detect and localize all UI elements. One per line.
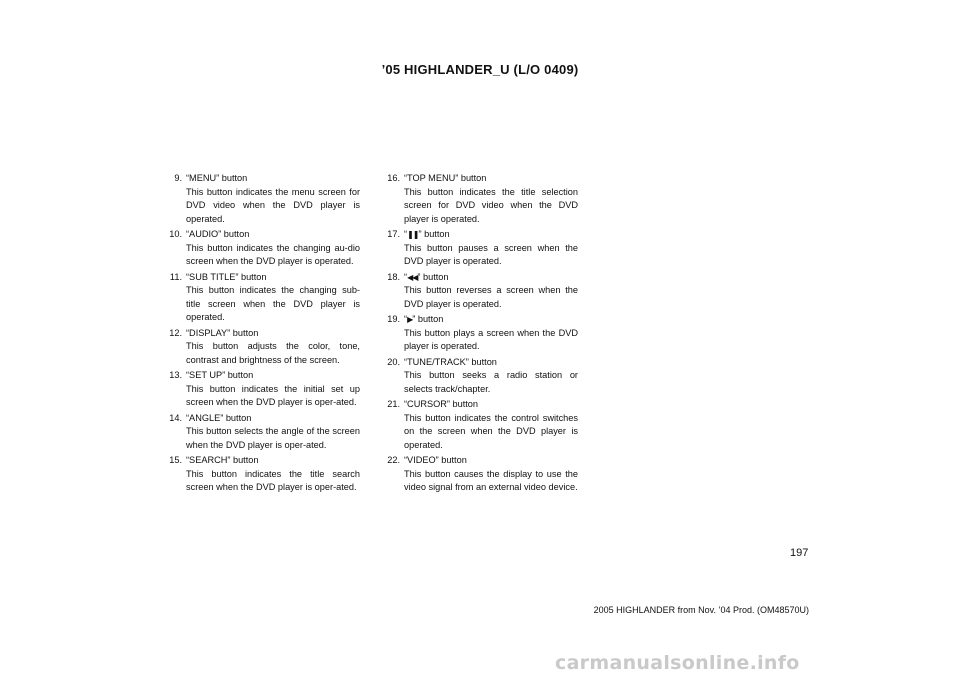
item-description: This button indicates the menu screen for DVD video when the DVD player is operated.	[186, 186, 360, 224]
list-item	[375, 454, 578, 495]
item-title	[404, 228, 450, 242]
item-number: 12.	[169, 327, 182, 338]
reverse-icon: ◀◀	[407, 272, 418, 282]
title-close-text: ” button	[417, 271, 449, 282]
title-open-quote: “	[404, 229, 408, 239]
page-number: 197	[790, 547, 809, 559]
item-number: 19.	[387, 314, 400, 324]
item-number: 9.	[174, 173, 182, 183]
item-title: “AUDIO” button	[186, 229, 250, 239]
item-description: This button indicates the title selection screen for DVD video when the DVD player is operated.	[404, 186, 578, 224]
right-column	[375, 172, 578, 497]
list-item	[375, 271, 578, 312]
list-item	[375, 172, 578, 226]
list-item	[157, 172, 360, 226]
title-close-text: ” button	[412, 314, 444, 324]
item-description: This button adjusts the color, tone, contrast and brightness of the screen.	[186, 341, 360, 365]
page-header: ’05 HIGHLANDER_U (L/O 0409)	[381, 62, 579, 77]
item-description: This button plays a screen when the DVD player is operated.	[404, 327, 578, 351]
item-description: This button pauses a screen when the DVD player is operated.	[404, 242, 578, 266]
item-number: 22.	[387, 455, 400, 465]
page-footer: 2005 HIGHLANDER from Nov. ’04 Prod. (OM48570U)	[593, 605, 809, 615]
item-description: This button selects the angle of the screen when the DVD player is oper-ated.	[186, 426, 360, 450]
item-number: 17.	[387, 229, 400, 239]
item-description: This button indicates the title search screen when the DVD player is oper-ated.	[186, 468, 360, 492]
list-item	[375, 228, 578, 269]
list-item	[157, 228, 360, 269]
item-number: 10.	[169, 229, 182, 239]
list-item	[157, 412, 360, 453]
item-title: “ANGLE” button	[186, 412, 252, 423]
item-description: This button indicates the changing sub-title screen when the DVD player is operated.	[186, 285, 360, 322]
title-open-quote: “	[404, 314, 408, 324]
item-number: 13.	[169, 370, 182, 380]
item-title: “MENU” button	[186, 173, 248, 183]
list-item	[157, 271, 360, 325]
title-open-quote: “	[404, 271, 408, 282]
list-item	[157, 454, 360, 495]
item-number: 11.	[169, 271, 182, 282]
item-description: This button seeks a radio station or selects track/chapter.	[404, 370, 578, 394]
item-title: “SEARCH” button	[186, 455, 259, 465]
item-number: 21.	[387, 399, 400, 409]
item-title: “VIDEO” button	[404, 455, 467, 465]
item-title	[404, 271, 449, 285]
pause-icon: ❚❚	[407, 230, 419, 239]
item-number: 18.	[387, 271, 400, 282]
item-title	[404, 313, 443, 327]
item-number: 16.	[387, 173, 400, 183]
item-number: 15.	[169, 455, 182, 465]
item-title: “TOP MENU” button	[404, 173, 487, 183]
item-title: “SUB TITLE” button	[186, 271, 267, 282]
item-description: This button causes the display to use the video signal from an external video device.	[404, 468, 578, 492]
watermark: carmanualsonline.info	[555, 652, 800, 674]
item-title: “CURSOR” button	[404, 399, 479, 409]
item-title: “TUNE/TRACK” button	[404, 356, 497, 367]
item-title: “SET UP” button	[186, 370, 254, 380]
list-item	[157, 327, 360, 368]
item-number: 20.	[387, 356, 400, 367]
item-description: This button indicates the changing au-dio screen when the DVD player is operated.	[186, 242, 360, 266]
item-number: 14.	[169, 412, 182, 423]
list-item	[375, 356, 578, 397]
title-close-text: ” button	[418, 229, 450, 239]
play-icon: ▶	[407, 315, 413, 324]
item-title: “DISPLAY” button	[186, 327, 259, 338]
item-description: This button indicates the control switches on the screen when the DVD player is operated.	[404, 412, 578, 450]
list-item	[375, 398, 578, 452]
item-description: This button reverses a screen when the DVD player is operated.	[404, 285, 578, 309]
item-description: This button indicates the initial set up screen when the DVD player is oper-ated.	[186, 383, 360, 407]
left-column	[157, 172, 360, 497]
list-item	[375, 313, 578, 354]
list-item	[157, 369, 360, 410]
